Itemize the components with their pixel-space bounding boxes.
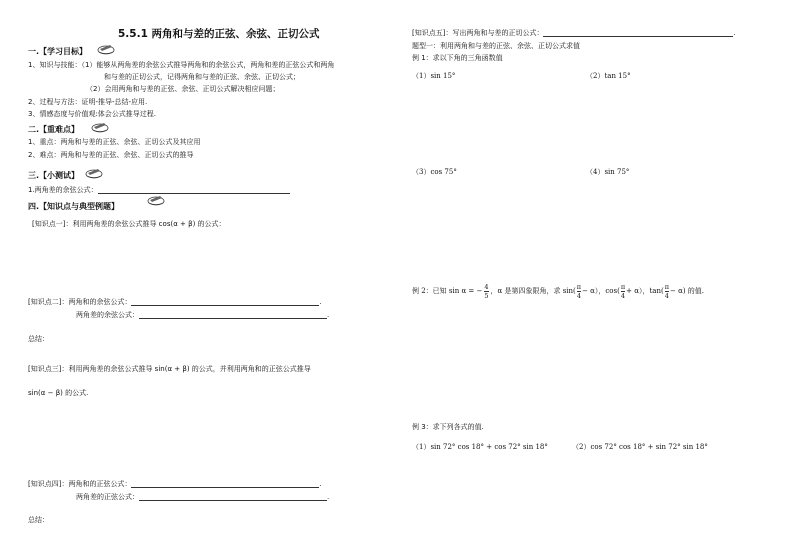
answer-blank[interactable] <box>543 29 733 37</box>
ex1-item-1: （1）sin 15° <box>412 72 456 80</box>
kp1: [知识点一]：利用两角差的余弦公式推导 cos(α + β) 的公式： <box>32 220 226 228</box>
goals-heading: 一.【学习目标】 <box>28 47 88 56</box>
ex3-item-2: （2）cos 72° cos 18° + sin 72° sin 18° <box>572 443 708 451</box>
test-item: 1.两角差的余弦公式： <box>28 186 290 194</box>
pen-hand-icon <box>84 167 104 179</box>
goal-line-2: 和与差的正切公式，记得两角和与差的正弦、余弦、正切公式； <box>104 73 300 81</box>
answer-blank[interactable] <box>131 480 319 488</box>
kp2-line-1: [知识点二]：两角和的余弦公式： . <box>28 298 322 306</box>
kp-heading: 四.【知识点与典型例题】 <box>28 202 120 211</box>
kp2-line-2: 两角差的余弦公式： . <box>76 311 330 319</box>
example-1: 例 1：求以下角的三角函数值 <box>412 54 503 62</box>
goal-line-1: 1、知识与技能：（1）能够从两角差的余弦公式推导两角和的余弦公式，两角和差的正弦公式和两角 <box>28 61 335 69</box>
test-heading: 三.【小测试】 <box>28 171 80 180</box>
ex1-item-2: （2）tan 15° <box>586 72 631 80</box>
pen-hand-icon <box>146 194 166 206</box>
answer-blank[interactable] <box>139 311 327 319</box>
kp3-line-2: sin(α − β) 的公式. <box>28 389 89 397</box>
example-3: 例 3：求下列各式的值. <box>412 423 484 431</box>
answer-blank[interactable] <box>98 186 290 194</box>
example-2: 例 2：已知 sin α = − $\frac{4}{5}$ ，α 是第四象限角，求 sin( π 4 − α ），cos( π 4 + α ），tan( π 4 − α ) 的值. <box>412 283 704 300</box>
kp4-line-2: 两角差的正弦公式： . <box>76 493 330 501</box>
key-line-1: 1、重点：两角和与差的正弦、余弦、正切公式及其应用 <box>28 138 201 146</box>
goal-line-3: （2）会用两角和与差的正弦、余弦、正切公式解决相应问题； <box>86 85 280 93</box>
key-heading: 二.【重难点】 <box>28 125 80 134</box>
answer-blank[interactable] <box>131 298 319 306</box>
ex3-item-1: （1）sin 72° cos 18° + cos 72° sin 18° <box>412 443 548 451</box>
goal-line-5: 3、情感态度与价值观:体会公式推导过程. <box>28 110 157 118</box>
key-line-2: 2、难点：两角和与差的正弦、余弦、正切公式的推导 <box>28 151 194 159</box>
page-title: 5.5.1 两角和与差的正弦、余弦、正切公式 <box>118 28 320 40</box>
kp4-line-1: [知识点四]：两角和的正弦公式： . <box>28 480 322 488</box>
kp3-line-1: [知识点三]：利用两角差的余弦公式推导 sin(α + β) 的公式，并利用两角和的正弦公式推导 <box>28 365 311 373</box>
summary-2: 总结： <box>28 516 49 524</box>
ex1-item-4: （4）sin 75° <box>586 168 630 176</box>
summary-1: 总结： <box>28 335 49 343</box>
pen-hand-icon <box>90 121 110 133</box>
goal-line-4: 2、过程与方法：证明-推导-总结-应用. <box>28 98 148 106</box>
kp5: [知识点五]：写出两角和与差的正切公式： . <box>412 29 736 37</box>
ex1-item-3: （3）cos 75° <box>412 168 457 176</box>
type-one: 题型一：利用两角和与差的正弦、余弦、正切公式求值 <box>412 42 580 50</box>
pen-hand-icon <box>96 43 116 55</box>
answer-blank[interactable] <box>139 493 327 501</box>
